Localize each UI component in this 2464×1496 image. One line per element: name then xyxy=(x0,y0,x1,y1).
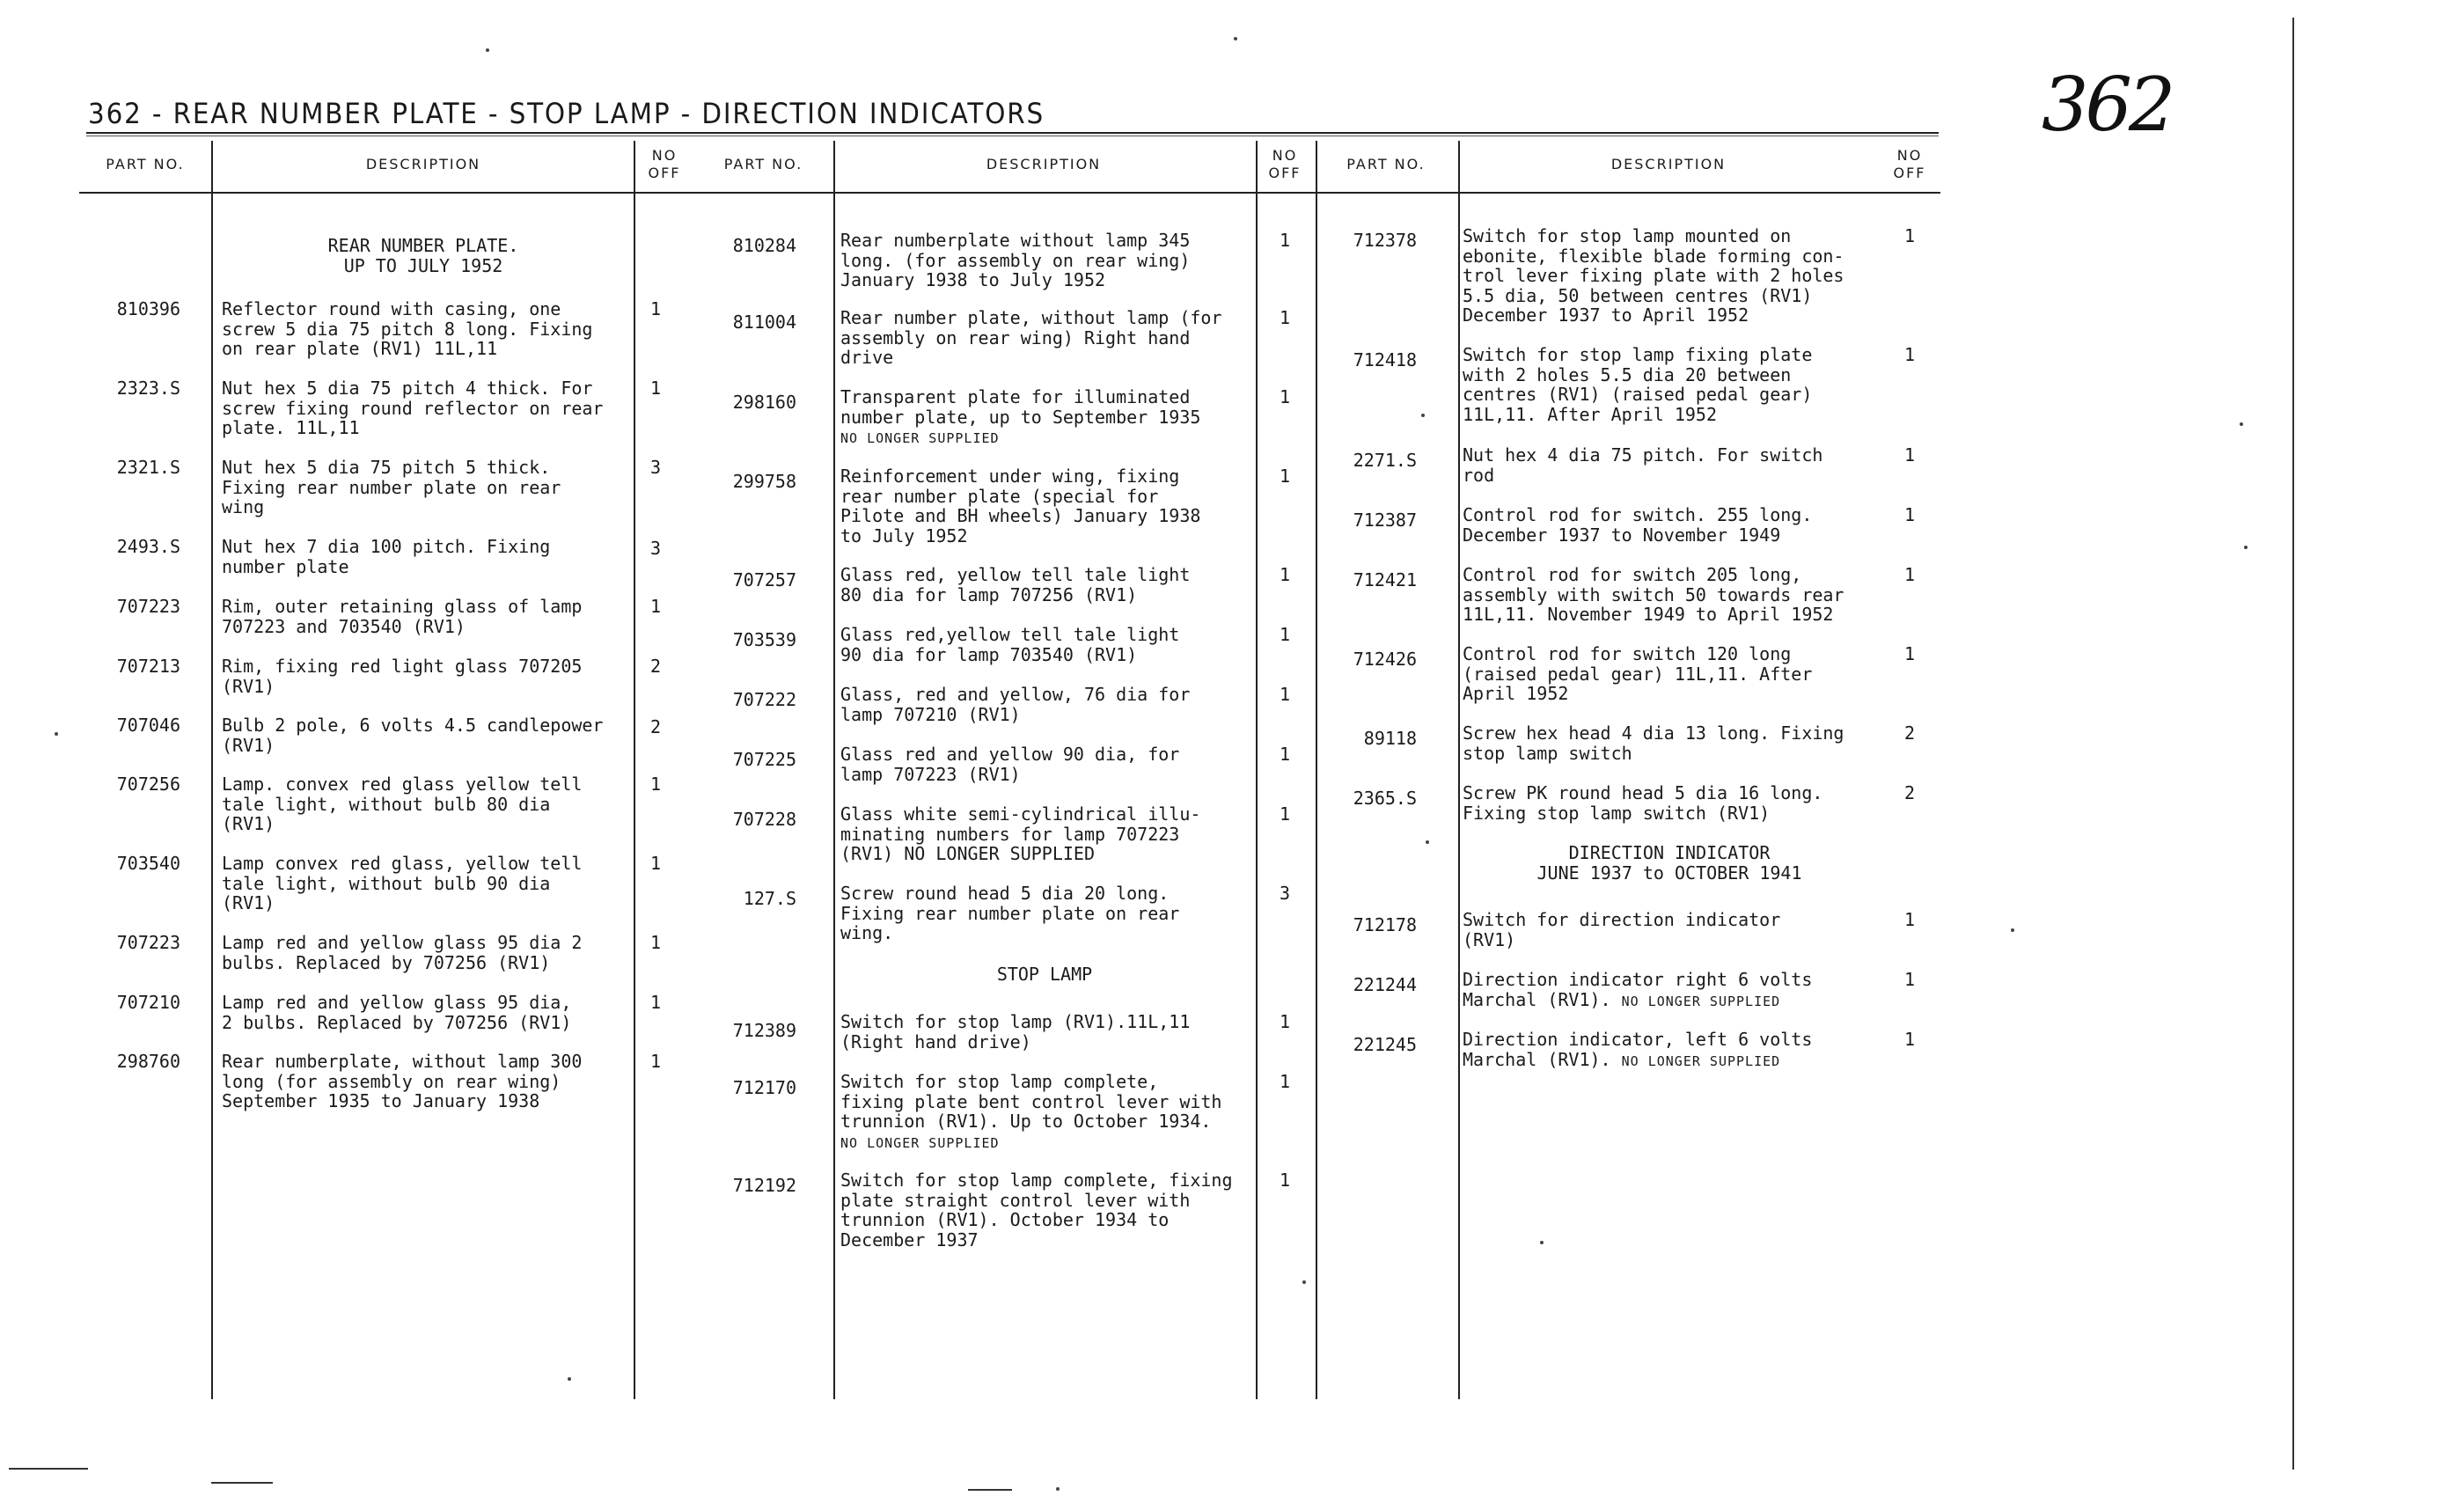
part-number: 707046 xyxy=(116,715,180,736)
desc-line: assembly on rear wing) Right hand xyxy=(840,326,1191,348)
desc-line: 11L,11. After April 1952 xyxy=(1463,403,1717,425)
part-description xyxy=(222,854,582,913)
part-number: 712178 xyxy=(1353,914,1417,935)
header-off: OFF xyxy=(1268,165,1302,181)
desc-line: (Right hand drive) xyxy=(840,1030,1031,1052)
desc-line: number plate, up to September 1935 xyxy=(840,406,1201,428)
desc-line: Marchal (RV1). xyxy=(1463,988,1611,1010)
header-no-off-2 xyxy=(1256,139,1314,190)
quantity: 2 xyxy=(649,656,662,677)
desc-line: Bulb 2 pole, 6 volts 4.5 candlepower xyxy=(222,715,604,736)
header-rule xyxy=(79,192,1940,194)
desc-line: 5.5 dia, 50 between centres (RV1) xyxy=(1463,284,1813,306)
part-description xyxy=(840,466,1200,546)
desc-line: trunnion (RV1). Up to October 1934. xyxy=(840,1111,1212,1132)
quantity: 1 xyxy=(1903,344,1916,365)
quantity: 1 xyxy=(649,992,662,1013)
desc-line: April 1952 xyxy=(1463,683,1569,704)
quantity: 1 xyxy=(1903,969,1916,990)
desc-line: Rim, outer retaining glass of lamp xyxy=(222,596,583,617)
part-number: 712378 xyxy=(1353,230,1417,251)
desc-line: Lamp red and yellow glass 95 dia 2 xyxy=(222,932,583,953)
desc-line: Nut hex 7 dia 100 pitch. Fixing xyxy=(222,536,551,557)
scan-speck xyxy=(486,48,489,52)
quantity: 2 xyxy=(1903,782,1916,803)
part-description xyxy=(840,744,1179,784)
scan-speck xyxy=(2240,422,2243,426)
no-longer-supplied-note: NO LONGER SUPPLIED xyxy=(1621,1052,1781,1069)
part-number: 707228 xyxy=(732,809,796,830)
part-number: 2323.S xyxy=(116,378,180,399)
desc-line: Reinforcement under wing, fixing xyxy=(840,466,1180,487)
desc-line: Glass white semi-cylindrical illu- xyxy=(840,803,1201,825)
desc-line: Glass red and yellow 90 dia, for xyxy=(840,744,1180,765)
scan-speck xyxy=(1234,37,1237,40)
scan-speck xyxy=(1426,840,1429,844)
header-part-no-1: PART NO. xyxy=(106,156,185,172)
desc-line: rear number plate (special for xyxy=(840,485,1159,507)
part-description xyxy=(1463,505,1812,545)
quantity: 2 xyxy=(649,716,662,737)
part-description xyxy=(840,625,1179,664)
scan-speck xyxy=(1056,1487,1060,1491)
no-longer-supplied-note: NO LONGER SUPPLIED xyxy=(840,1134,1000,1151)
quantity: 1 xyxy=(649,596,662,617)
quantity: 1 xyxy=(1903,225,1916,246)
desc-line: December 1937 to April 1952 xyxy=(1463,304,1749,326)
desc-line: 2 bulbs. Replaced by 707256 (RV1) xyxy=(222,1011,572,1033)
quantity: 1 xyxy=(1279,564,1291,585)
quantity: 1 xyxy=(1279,307,1291,328)
heading-line: REAR NUMBER PLATE. xyxy=(327,235,519,256)
desc-line: Control rod for switch. 255 long. xyxy=(1463,504,1813,525)
desc-line: plate straight control lever with xyxy=(840,1189,1191,1211)
desc-line: September 1935 to January 1938 xyxy=(222,1090,540,1111)
quantity: 1 xyxy=(1903,504,1916,525)
title-rule xyxy=(86,132,1939,134)
desc-line: long. (for assembly on rear wing) xyxy=(840,249,1191,271)
desc-line: rod xyxy=(1463,464,1495,486)
desc-line: Switch for direction indicator xyxy=(1463,909,1781,930)
quantity: 1 xyxy=(649,853,662,874)
desc-line: Pilote and BH wheels) January 1938 xyxy=(840,505,1201,526)
part-description xyxy=(1463,1030,1812,1071)
desc-line: centres (RV1) (raised pedal gear) xyxy=(1463,384,1813,405)
quantity: 1 xyxy=(1903,564,1916,585)
part-number: 221244 xyxy=(1353,974,1417,995)
part-number: 712192 xyxy=(732,1175,796,1196)
part-number: 89118 xyxy=(1363,728,1417,749)
part-description xyxy=(222,378,603,438)
part-description xyxy=(840,565,1190,605)
part-description xyxy=(222,656,582,696)
desc-line: minating numbers for lamp 707223 xyxy=(840,823,1180,845)
part-number: 810284 xyxy=(732,235,796,256)
desc-line: Switch for stop lamp mounted on xyxy=(1463,225,1792,246)
header-off: OFF xyxy=(1893,165,1926,181)
part-number: 707222 xyxy=(732,689,796,710)
header-description-2: DESCRIPTION xyxy=(986,156,1102,172)
desc-line: stop lamp switch xyxy=(1463,742,1632,764)
header-no-off-3 xyxy=(1881,139,1939,190)
desc-line: December 1937 to November 1949 xyxy=(1463,524,1781,546)
part-number: 299758 xyxy=(732,471,796,492)
part-number: 707223 xyxy=(116,596,180,617)
desc-line: Glass, red and yellow, 76 dia for xyxy=(840,684,1191,705)
desc-line: Nut hex 5 dia 75 pitch 5 thick. xyxy=(222,457,551,478)
part-description xyxy=(1463,226,1844,326)
desc-line: number plate xyxy=(222,555,349,577)
desc-line: (RV1) xyxy=(222,813,275,834)
quantity: 1 xyxy=(649,1051,662,1072)
desc-line: Fixing stop lamp switch (RV1) xyxy=(1463,802,1771,824)
part-number: 707213 xyxy=(116,656,180,677)
part-number: 712389 xyxy=(732,1020,796,1041)
quantity: 2 xyxy=(1903,722,1916,744)
desc-line: on rear plate (RV1) 11L,11 xyxy=(222,338,498,359)
header-no-off-1 xyxy=(635,139,693,190)
right-margin-line xyxy=(2292,18,2294,1470)
desc-line: tale light, without bulb 90 dia xyxy=(222,872,551,894)
part-description xyxy=(1463,345,1812,424)
part-number: 707210 xyxy=(116,992,180,1013)
desc-line: Switch for stop lamp complete, xyxy=(840,1071,1159,1092)
part-number: 707225 xyxy=(732,749,796,770)
desc-line: Screw hex head 4 dia 13 long. Fixing xyxy=(1463,722,1844,744)
part-description xyxy=(222,774,582,834)
quantity: 1 xyxy=(1279,230,1291,251)
part-number: 703540 xyxy=(116,853,180,874)
part-description xyxy=(1463,910,1780,950)
quantity: 1 xyxy=(1279,684,1291,705)
quantity: 1 xyxy=(649,378,662,399)
desc-line: Glass red, yellow tell tale light xyxy=(840,564,1191,585)
heading-line: UP TO JULY 1952 xyxy=(343,254,503,276)
quantity: 1 xyxy=(1903,909,1916,930)
desc-line: 11L,11. November 1949 to April 1952 xyxy=(1463,604,1834,625)
header-description-3: DESCRIPTION xyxy=(1610,156,1727,172)
no-longer-supplied-note: NO LONGER SUPPLIED xyxy=(1621,993,1781,1009)
desc-line: plate. 11L,11 xyxy=(222,417,360,438)
part-number: 712170 xyxy=(732,1077,796,1098)
part-number: 712418 xyxy=(1353,349,1417,370)
desc-line: January 1938 to July 1952 xyxy=(840,269,1106,290)
scan-speck xyxy=(2244,546,2248,549)
section-heading-stop-lamp: STOP LAMP xyxy=(996,964,1093,985)
quantity: 1 xyxy=(1903,643,1916,664)
part-description xyxy=(1463,445,1822,485)
scan-speck xyxy=(1540,1241,1544,1244)
quantity: 1 xyxy=(1279,386,1291,407)
column-rule xyxy=(634,141,635,1399)
quantity: 1 xyxy=(1279,744,1291,765)
header-part-no-3: PART NO. xyxy=(1346,156,1426,172)
part-number: 127.S xyxy=(743,888,796,909)
desc-line: (raised pedal gear) 11L,11. After xyxy=(1463,663,1813,685)
desc-line: drive xyxy=(840,347,894,368)
part-number: 2365.S xyxy=(1353,788,1417,809)
handwritten-page-number: 362 xyxy=(2042,62,2173,148)
quantity: 1 xyxy=(1903,444,1916,466)
part-description xyxy=(222,715,603,755)
desc-line: wing xyxy=(222,496,265,517)
desc-line: Fixing rear number plate on rear xyxy=(222,476,561,498)
part-number: 707256 xyxy=(116,774,180,795)
part-number: 707223 xyxy=(116,932,180,953)
part-number: 811004 xyxy=(732,312,796,333)
desc-line: (RV1) xyxy=(222,675,275,697)
scan-speck xyxy=(1302,1280,1306,1284)
part-number: 712426 xyxy=(1353,649,1417,670)
desc-line: (RV1) xyxy=(1463,928,1516,950)
section-heading-direction-indicator xyxy=(1458,843,1881,883)
part-number: 810396 xyxy=(116,298,180,319)
part-description xyxy=(222,537,550,576)
header-no: NO xyxy=(1272,147,1298,164)
desc-line: December 1937 xyxy=(840,1228,979,1250)
section-heading-rear-number-plate xyxy=(213,236,634,275)
desc-line: lamp 707210 (RV1) xyxy=(840,703,1021,725)
desc-line: Lamp convex red glass, yellow tell xyxy=(222,853,583,874)
desc-line: screw fixing round reflector on rear xyxy=(222,397,604,419)
desc-line: Marchal (RV1). xyxy=(1463,1048,1611,1070)
part-description xyxy=(222,993,571,1032)
desc-line: Glass red,yellow tell tale light xyxy=(840,624,1180,645)
part-description xyxy=(1463,723,1844,763)
part-number: 712421 xyxy=(1353,569,1417,590)
part-description xyxy=(1463,970,1812,1011)
header-no: NO xyxy=(651,147,678,164)
scan-speck xyxy=(55,732,58,736)
desc-line: long (for assembly on rear wing) xyxy=(222,1070,561,1092)
quantity: 1 xyxy=(1279,1071,1291,1092)
desc-line: Fixing rear number plate on rear xyxy=(840,902,1180,924)
quantity: 1 xyxy=(1279,803,1291,825)
desc-line: to July 1952 xyxy=(840,524,968,546)
part-number: 707257 xyxy=(732,569,796,590)
column-rule xyxy=(833,141,835,1399)
part-description xyxy=(840,1072,1221,1153)
scan-speck xyxy=(2011,928,2014,932)
part-number: 221245 xyxy=(1353,1034,1417,1055)
no-longer-supplied-note: NO LONGER SUPPLIED xyxy=(840,430,1000,446)
desc-line: fixing plate bent control lever with xyxy=(840,1090,1222,1112)
header-no: NO xyxy=(1896,147,1923,164)
desc-line: Direction indicator, left 6 volts xyxy=(1463,1029,1813,1050)
part-number: 703539 xyxy=(732,629,796,650)
column-rule xyxy=(211,141,213,1399)
header-off: OFF xyxy=(648,165,681,181)
desc-line: 707223 and 703540 (RV1) xyxy=(222,615,466,637)
quantity: 1 xyxy=(649,932,662,953)
desc-line: Screw PK round head 5 dia 16 long. xyxy=(1463,782,1823,803)
desc-line: tale light, without bulb 80 dia xyxy=(222,793,551,815)
desc-line: (RV1) xyxy=(222,734,275,756)
part-number: 298760 xyxy=(116,1051,180,1072)
part-description xyxy=(840,231,1190,290)
scan-edge-mark xyxy=(9,1468,88,1470)
quantity: 1 xyxy=(1903,1029,1916,1050)
desc-line: Switch for stop lamp fixing plate xyxy=(1463,344,1813,365)
desc-line: Rear numberplate without lamp 345 xyxy=(840,230,1191,251)
desc-line: Transparent plate for illuminated xyxy=(840,386,1191,407)
desc-line: wing. xyxy=(840,922,894,943)
part-number: 2493.S xyxy=(116,536,180,557)
desc-line: Control rod for switch 120 long xyxy=(1463,643,1792,664)
quantity: 1 xyxy=(1279,466,1291,487)
part-description xyxy=(222,299,592,359)
desc-line: Switch for stop lamp (RV1).11L,11 xyxy=(840,1011,1191,1032)
column-rule xyxy=(1458,141,1460,1399)
part-description xyxy=(840,804,1200,864)
desc-line: bulbs. Replaced by 707256 (RV1) xyxy=(222,951,551,973)
header-description-1: DESCRIPTION xyxy=(365,156,481,172)
desc-line: Lamp. convex red glass yellow tell xyxy=(222,774,583,795)
desc-line: Rear number plate, without lamp (for xyxy=(840,307,1222,328)
desc-line: Reflector round with casing, one xyxy=(222,298,561,319)
part-description xyxy=(840,884,1179,943)
column-rule xyxy=(1316,141,1317,1399)
part-description xyxy=(840,1170,1233,1250)
desc-line: trunnion (RV1). October 1934 to xyxy=(840,1209,1170,1230)
desc-line: Nut hex 4 dia 75 pitch. For switch xyxy=(1463,444,1823,466)
header-part-no-2: PART NO. xyxy=(723,156,803,172)
part-description xyxy=(840,308,1221,368)
desc-line: 90 dia for lamp 703540 (RV1) xyxy=(840,643,1138,665)
quantity: 1 xyxy=(1279,624,1291,645)
desc-line: Nut hex 5 dia 75 pitch 4 thick. For xyxy=(222,378,593,399)
desc-line: with 2 holes 5.5 dia 20 between xyxy=(1463,363,1792,385)
column-rule xyxy=(1256,141,1258,1399)
heading-line: JUNE 1937 to OCTOBER 1941 xyxy=(1536,862,1802,884)
desc-line: Control rod for switch 205 long, xyxy=(1463,564,1802,585)
scan-edge-mark xyxy=(968,1489,1012,1491)
part-description xyxy=(840,387,1200,449)
part-description xyxy=(1463,783,1822,823)
part-number: 298160 xyxy=(732,392,796,413)
desc-line: Direction indicator right 6 volts xyxy=(1463,969,1813,990)
part-description xyxy=(222,597,582,636)
part-number: 2271.S xyxy=(1353,450,1417,471)
desc-line: Screw round head 5 dia 20 long. xyxy=(840,883,1170,904)
desc-line: assembly with switch 50 towards rear xyxy=(1463,583,1844,605)
desc-line: (RV1) xyxy=(222,892,275,913)
scan-speck xyxy=(1421,414,1425,417)
desc-line: Lamp red and yellow glass 95 dia, xyxy=(222,992,572,1013)
quantity: 1 xyxy=(649,774,662,795)
quantity: 3 xyxy=(649,538,662,559)
part-description xyxy=(840,685,1190,724)
quantity: 1 xyxy=(649,298,662,319)
part-description xyxy=(1463,644,1812,704)
desc-line: screw 5 dia 75 pitch 8 long. Fixing xyxy=(222,318,593,340)
desc-line: Switch for stop lamp complete, fixing xyxy=(840,1170,1233,1191)
desc-line: ebonite, flexible blade forming con- xyxy=(1463,245,1844,267)
quantity: 1 xyxy=(1279,1170,1291,1191)
desc-line: trol lever fixing plate with 2 holes xyxy=(1463,265,1844,286)
heading-line: DIRECTION INDICATOR xyxy=(1568,842,1771,863)
desc-line: lamp 707223 (RV1) xyxy=(840,763,1021,785)
part-number: 712387 xyxy=(1353,510,1417,531)
desc-line: 80 dia for lamp 707256 (RV1) xyxy=(840,583,1138,605)
quantity: 3 xyxy=(1279,883,1291,904)
part-description xyxy=(222,458,561,517)
part-description xyxy=(1463,565,1844,625)
scan-edge-mark xyxy=(211,1482,273,1484)
quantity: 1 xyxy=(1279,1011,1291,1032)
part-number: 2321.S xyxy=(116,457,180,478)
page-title: 362 - REAR NUMBER PLATE - STOP LAMP - DIRECTION INDICATORS xyxy=(88,97,1045,130)
part-description xyxy=(222,1052,582,1111)
part-description xyxy=(222,933,582,972)
desc-line: (RV1) NO LONGER SUPPLIED xyxy=(840,843,1095,864)
quantity: 3 xyxy=(649,457,662,478)
desc-line: Rim, fixing red light glass 707205 xyxy=(222,656,583,677)
desc-line: Rear numberplate, without lamp 300 xyxy=(222,1051,583,1072)
scan-speck xyxy=(568,1377,571,1381)
part-description xyxy=(840,1012,1190,1052)
